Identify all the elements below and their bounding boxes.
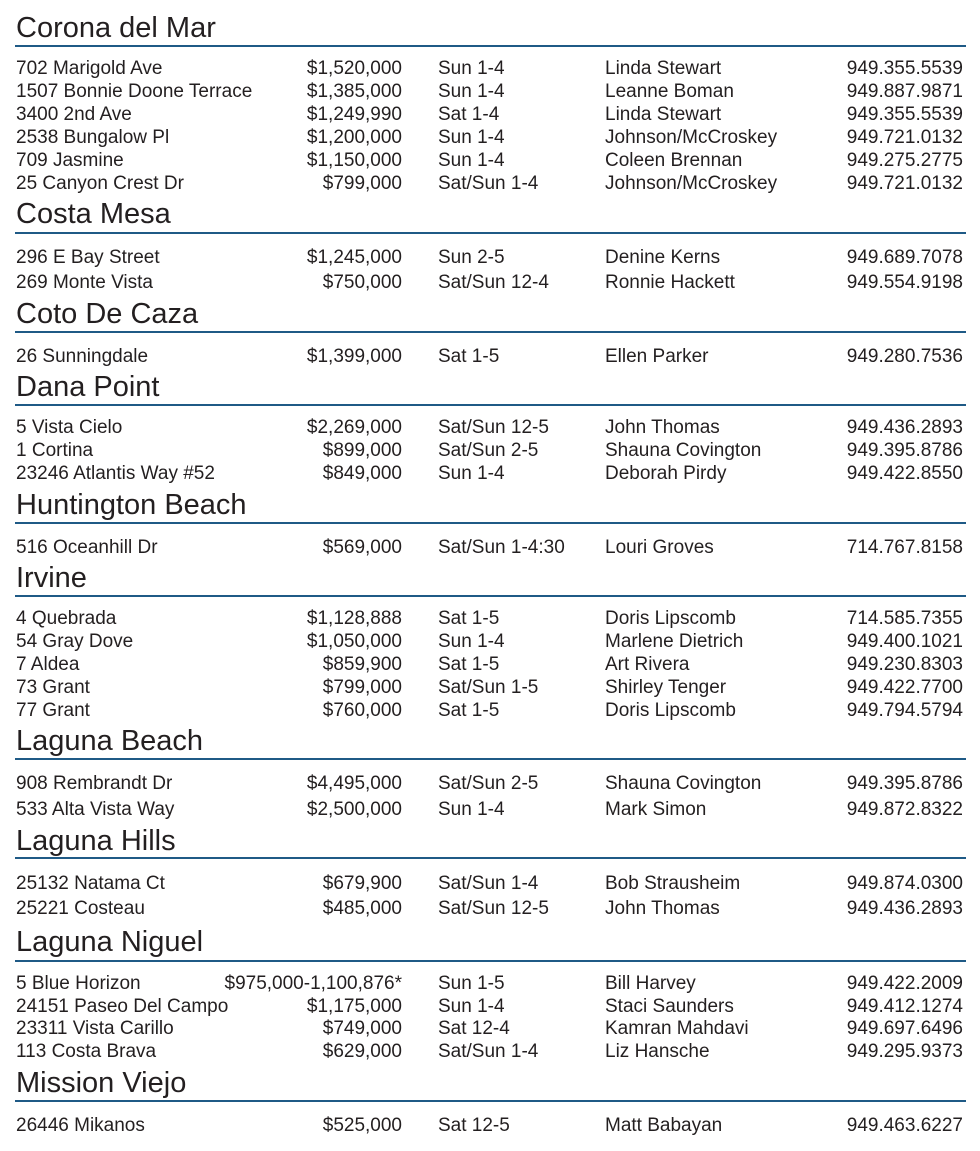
listing-agent: Denine Kerns — [605, 247, 721, 268]
listing-phone: 949.721.0132 — [846, 127, 963, 148]
listing-phone: 949.355.5539 — [846, 104, 963, 125]
city-heading: Corona del Mar — [16, 12, 216, 44]
listing-row — [0, 1040, 980, 1063]
listing-price: $1,175,000 — [306, 996, 402, 1017]
section-divider — [15, 45, 966, 47]
listing-row — [0, 536, 980, 559]
listing-address: 533 Alta Vista Way — [16, 799, 175, 820]
listing-hours: Sat 1-5 — [438, 346, 500, 367]
section-divider — [15, 232, 966, 234]
listing-row — [0, 607, 980, 630]
listing-row — [0, 1017, 980, 1040]
listing-agent: Ellen Parker — [605, 346, 709, 367]
listing-phone: 949.400.1021 — [846, 631, 963, 652]
listing-price: $1,520,000 — [306, 58, 402, 79]
listing-row — [0, 462, 980, 485]
listing-hours: Sun 1-4 — [438, 150, 505, 171]
listing-phone: 949.295.9373 — [846, 1041, 963, 1062]
listing-agent: Matt Babayan — [605, 1115, 723, 1136]
listing-agent: Johnson/McCroskey — [605, 173, 778, 194]
listing-phone: 949.422.2009 — [846, 973, 963, 994]
listing-agent: Coleen Brennan — [605, 150, 743, 171]
listing-price: $1,150,000 — [306, 150, 402, 171]
listing-phone: 949.422.7700 — [846, 677, 963, 698]
listing-price: $1,385,000 — [306, 81, 402, 102]
listing-phone: 949.874.0300 — [846, 873, 963, 894]
listing-price: $899,000 — [322, 440, 402, 461]
city-heading: Laguna Hills — [16, 825, 176, 857]
city-heading: Irvine — [16, 562, 87, 594]
listing-price: $679,900 — [322, 873, 402, 894]
section-divider — [15, 758, 966, 760]
listing-agent: Mark Simon — [605, 799, 707, 820]
listing-phone: 949.436.2893 — [846, 417, 963, 438]
listing-agent: Leanne Boman — [605, 81, 734, 102]
listing-price: $849,000 — [322, 463, 402, 484]
listing-agent: John Thomas — [605, 417, 720, 438]
listing-hours: Sat/Sun 1-4:30 — [438, 537, 565, 558]
section-divider — [15, 595, 966, 597]
section-divider — [15, 960, 966, 962]
listing-hours: Sat/Sun 1-4 — [438, 173, 539, 194]
listing-hours: Sat/Sun 12-4 — [438, 272, 549, 293]
listing-hours: Sun 1-4 — [438, 58, 505, 79]
listing-price: $525,000 — [322, 1115, 402, 1136]
listing-row — [0, 126, 980, 149]
listing-agent: Art Rivera — [605, 654, 690, 675]
listing-address: 26446 Mikanos — [16, 1115, 145, 1136]
listing-price: $629,000 — [322, 1041, 402, 1062]
listing-address: 296 E Bay Street — [16, 247, 160, 268]
listing-agent: Shauna Covington — [605, 773, 762, 794]
listing-row — [0, 271, 980, 294]
listing-address: 5 Blue Horizon — [16, 973, 141, 994]
listing-address: 1507 Bonnie Doone Terrace — [16, 81, 253, 102]
listing-address: 2538 Bungalow Pl — [16, 127, 170, 148]
listing-address: 3400 2nd Ave — [16, 104, 132, 125]
listing-address: 23311 Vista Carillo — [16, 1018, 174, 1039]
listing-agent: Marlene Dietrich — [605, 631, 744, 652]
listing-hours: Sat 1-5 — [438, 654, 500, 675]
listing-agent: Johnson/McCroskey — [605, 127, 778, 148]
listing-agent: Doris Lipscomb — [605, 700, 736, 721]
listing-address: 113 Costa Brava — [16, 1041, 157, 1062]
listing-phone: 949.463.6227 — [846, 1115, 963, 1136]
listing-phone: 714.585.7355 — [846, 608, 963, 629]
listing-address: 25 Canyon Crest Dr — [16, 173, 184, 194]
listing-row — [0, 416, 980, 439]
listing-phone: 949.721.0132 — [846, 173, 963, 194]
listing-hours: Sat 1-5 — [438, 608, 500, 629]
listing-price: $750,000 — [322, 272, 402, 293]
city-heading: Laguna Niguel — [16, 926, 204, 958]
listing-address: 709 Jasmine — [16, 150, 124, 171]
listing-hours: Sat/Sun 2-5 — [438, 440, 539, 461]
listing-address: 702 Marigold Ave — [16, 58, 163, 79]
listing-phone: 949.412.1274 — [846, 996, 963, 1017]
listing-row — [0, 103, 980, 126]
listing-hours: Sat 1-5 — [438, 700, 500, 721]
listing-hours: Sat/Sun 1-5 — [438, 677, 539, 698]
listing-row — [0, 699, 980, 722]
listing-phone: 949.280.7536 — [846, 346, 963, 367]
listing-price: $799,000 — [322, 677, 402, 698]
listing-phone: 949.794.5794 — [846, 700, 963, 721]
listing-phone: 949.697.6496 — [846, 1018, 963, 1039]
listing-hours: Sat/Sun 1-4 — [438, 1041, 539, 1062]
listing-price: $859,900 — [322, 654, 402, 675]
listing-address: 269 Monte Vista — [16, 272, 153, 293]
section-divider — [15, 522, 966, 524]
listing-address: 24151 Paseo Del Campo — [16, 996, 229, 1017]
listing-price: $1,249,990 — [306, 104, 402, 125]
listing-row — [0, 872, 980, 895]
listing-price: $1,200,000 — [306, 127, 402, 148]
city-heading: Mission Viejo — [16, 1067, 187, 1099]
listing-row — [0, 630, 980, 653]
listing-agent: John Thomas — [605, 898, 720, 919]
city-heading: Coto De Caza — [16, 298, 199, 330]
listing-row — [0, 676, 980, 699]
listing-hours: Sun 1-4 — [438, 996, 505, 1017]
listing-row — [0, 149, 980, 172]
listing-agent: Bob Strausheim — [605, 873, 741, 894]
listing-row — [0, 80, 980, 103]
listing-agent: Bill Harvey — [605, 973, 696, 994]
listing-hours: Sun 1-5 — [438, 973, 505, 994]
listing-agent: Ronnie Hackett — [605, 272, 735, 293]
listing-row — [0, 653, 980, 676]
listing-agent: Staci Saunders — [605, 996, 734, 1017]
listing-phone: 949.422.8550 — [846, 463, 963, 484]
section-divider — [15, 331, 966, 333]
listing-hours: Sat 1-4 — [438, 104, 500, 125]
listing-row — [0, 345, 980, 368]
listing-phone: 949.887.9871 — [846, 81, 963, 102]
listing-agent: Doris Lipscomb — [605, 608, 736, 629]
listing-hours: Sat/Sun 12-5 — [438, 417, 549, 438]
city-heading: Costa Mesa — [16, 198, 171, 230]
listing-address: 7 Aldea — [16, 654, 80, 675]
listing-agent: Liz Hansche — [605, 1041, 710, 1062]
listing-phone: 949.689.7078 — [846, 247, 963, 268]
listing-row — [0, 798, 980, 821]
listing-hours: Sat/Sun 12-5 — [438, 898, 549, 919]
listing-price: $975,000-1,100,876* — [224, 973, 402, 994]
listing-phone: 949.395.8786 — [846, 440, 963, 461]
listing-row — [0, 57, 980, 80]
city-heading: Dana Point — [16, 371, 160, 403]
listing-price: $4,495,000 — [306, 773, 402, 794]
listing-agent: Linda Stewart — [605, 104, 722, 125]
listing-address: 1 Cortina — [16, 440, 94, 461]
listing-price: $760,000 — [322, 700, 402, 721]
listing-price: $569,000 — [322, 537, 402, 558]
listing-agent: Shauna Covington — [605, 440, 762, 461]
section-divider — [15, 1100, 966, 1102]
listing-agent: Shirley Tenger — [605, 677, 727, 698]
listing-address: 25132 Natama Ct — [16, 873, 165, 894]
listing-address: 26 Sunningdale — [16, 346, 149, 367]
listing-hours: Sat/Sun 2-5 — [438, 773, 539, 794]
listing-hours: Sun 1-4 — [438, 127, 505, 148]
listing-address: 25221 Costeau — [16, 898, 145, 919]
listing-hours: Sun 1-4 — [438, 463, 505, 484]
listing-address: 908 Rembrandt Dr — [16, 773, 173, 794]
listing-address: 77 Grant — [16, 700, 90, 721]
listing-row — [0, 995, 980, 1018]
listing-hours: Sat 12-4 — [438, 1018, 510, 1039]
listing-address: 4 Quebrada — [16, 608, 117, 629]
listing-row — [0, 439, 980, 462]
listing-row — [0, 972, 980, 995]
listing-price: $2,269,000 — [306, 417, 402, 438]
listing-phone: 949.230.8303 — [846, 654, 963, 675]
listing-phone: 949.554.9198 — [846, 272, 963, 293]
city-heading: Laguna Beach — [16, 725, 204, 757]
listing-row — [0, 897, 980, 920]
listing-phone: 949.436.2893 — [846, 898, 963, 919]
listing-address: 23246 Atlantis Way #52 — [16, 463, 215, 484]
listing-hours: Sun 2-5 — [438, 247, 505, 268]
listing-price: $749,000 — [322, 1018, 402, 1039]
listing-phone: 949.395.8786 — [846, 773, 963, 794]
listing-price: $1,399,000 — [306, 346, 402, 367]
listing-row — [0, 172, 980, 195]
listing-row — [0, 772, 980, 795]
listing-phone: 949.275.2775 — [846, 150, 963, 171]
listing-hours: Sun 1-4 — [438, 799, 505, 820]
listing-agent: Kamran Mahdavi — [605, 1018, 749, 1039]
listing-phone: 949.872.8322 — [846, 799, 963, 820]
listing-price: $485,000 — [322, 898, 402, 919]
listing-price: $2,500,000 — [306, 799, 402, 820]
listing-price: $1,128,888 — [306, 608, 402, 629]
listing-hours: Sat/Sun 1-4 — [438, 873, 539, 894]
listing-address: 5 Vista Cielo — [16, 417, 123, 438]
listing-hours: Sun 1-4 — [438, 81, 505, 102]
listing-address: 516 Oceanhill Dr — [16, 537, 158, 558]
listing-price: $1,050,000 — [306, 631, 402, 652]
listing-hours: Sun 1-4 — [438, 631, 505, 652]
listing-agent: Louri Groves — [605, 537, 714, 558]
listing-hours: Sat 12-5 — [438, 1115, 510, 1136]
listing-agent: Linda Stewart — [605, 58, 722, 79]
listing-phone: 949.355.5539 — [846, 58, 963, 79]
section-divider — [15, 857, 966, 859]
city-heading: Huntington Beach — [16, 489, 247, 521]
listing-phone: 714.767.8158 — [846, 537, 963, 558]
listing-row — [0, 1114, 980, 1137]
listing-address: 54 Gray Dove — [16, 631, 134, 652]
listing-agent: Deborah Pirdy — [605, 463, 727, 484]
listing-row — [0, 246, 980, 269]
listing-address: 73 Grant — [16, 677, 90, 698]
section-divider — [15, 404, 966, 406]
listing-price: $799,000 — [322, 173, 402, 194]
listing-price: $1,245,000 — [306, 247, 402, 268]
